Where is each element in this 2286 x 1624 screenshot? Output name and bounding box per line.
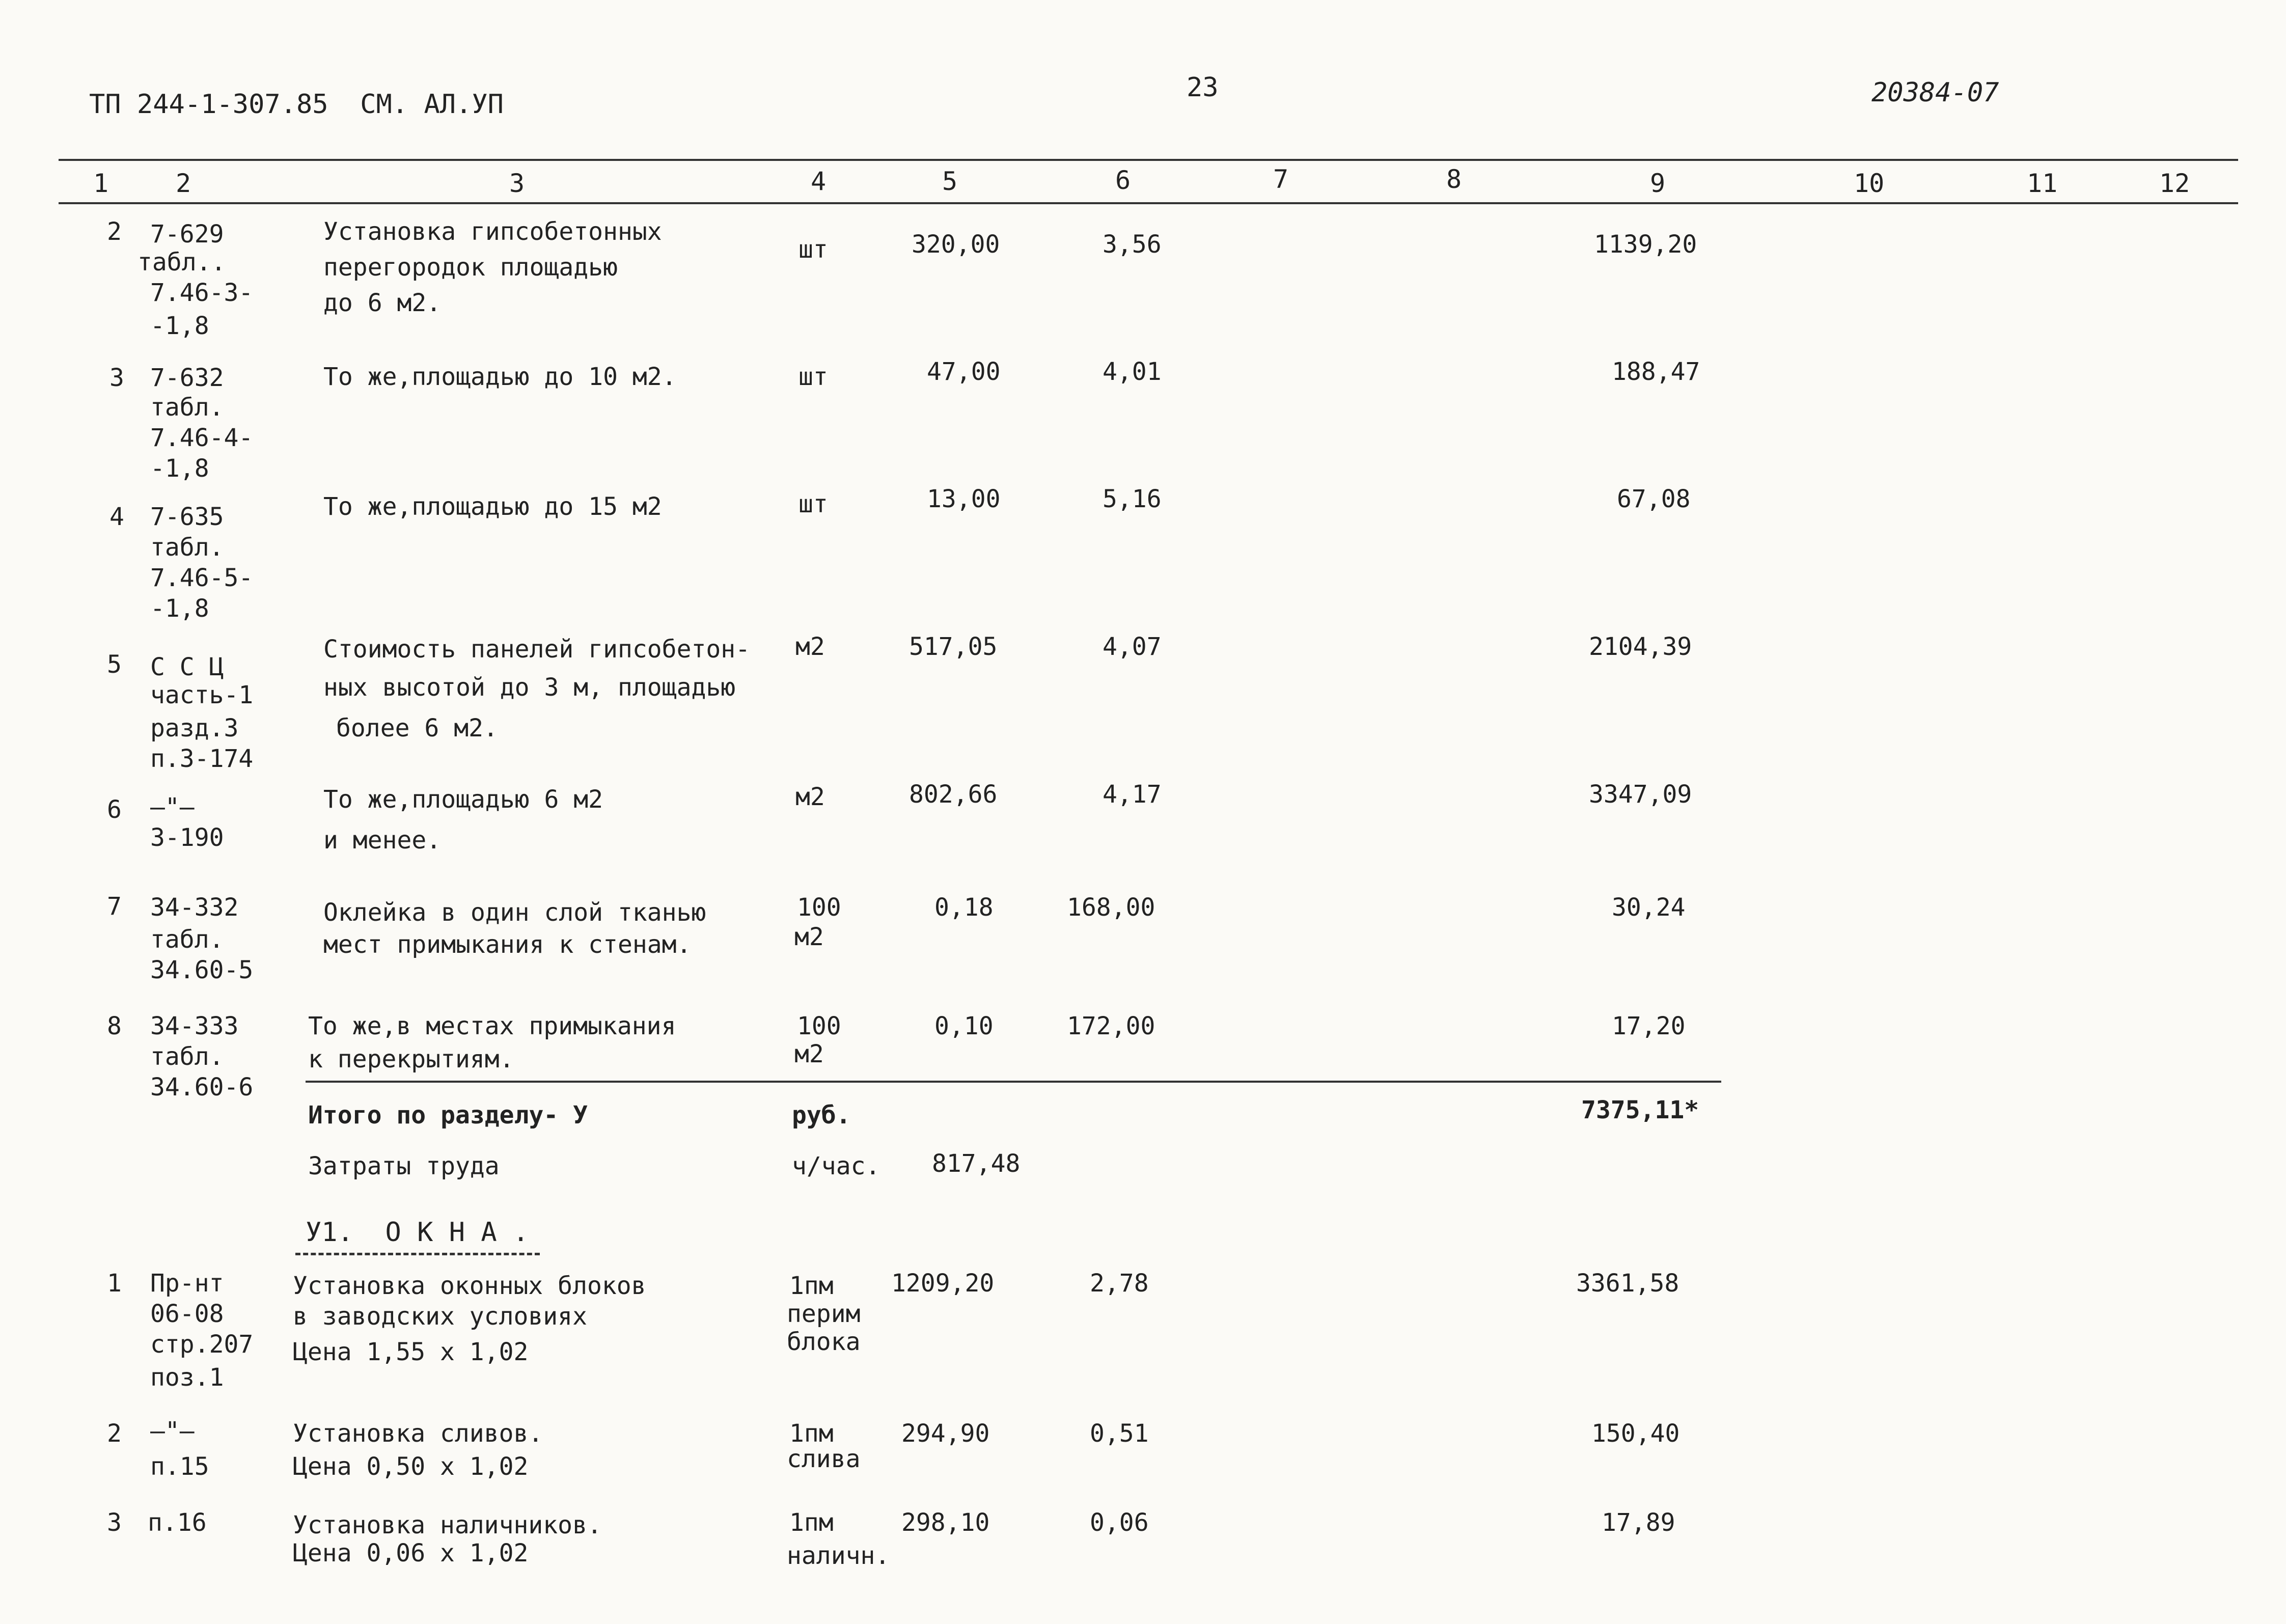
desc-line: Цена 1,55 х 1,02 [293,1338,529,1366]
total: 3361,58 [1576,1269,1679,1298]
unit: 1пм [789,1508,834,1537]
ref-line: п.15 [150,1452,209,1481]
quantity: 13,00 [927,485,1001,513]
ref-line: —"— [150,793,195,821]
desc-line: Установка оконных блоков [293,1272,646,1300]
doc-code: ТП 244-1-307.85 СМ. АЛ.УП [89,89,504,120]
ref-line: часть-1 [150,681,254,709]
page-number: 23 [1187,72,1219,103]
row-number: 3 [109,364,124,392]
labor-value: 817,48 [932,1149,1021,1178]
unit-price: 168,00 [1067,893,1155,922]
desc-line: То же,площадью 6 м2 [323,785,603,814]
desc-line: ных высотой до 3 м, площадью [323,673,736,702]
ref-line: 34-333 [150,1012,239,1040]
unit: блока [787,1328,861,1356]
ref-line: табл. [150,925,224,954]
ref-line: 7-632 [150,364,224,392]
ref-line: 7.46-4- [150,424,254,452]
unit-price: 0,51 [1090,1419,1149,1448]
unit: м2 [795,632,825,661]
total: 188,47 [1612,357,1700,386]
ref-line: поз.1 [150,1363,224,1392]
unit-price: 4,01 [1103,357,1162,386]
ref-line: -1,8 [150,312,209,340]
row-number: 5 [107,650,122,679]
desc-line: Установка сливов. [293,1419,543,1448]
col-4: 4 [811,167,827,196]
labor-unit: ч/час. [792,1152,880,1180]
row-number: 2 [107,217,122,246]
quantity: 320,00 [912,230,1000,259]
desc-line: мест примыкания к стенам. [323,930,692,959]
quantity: 47,00 [927,357,1001,386]
ref-line: Пр-нт [150,1269,224,1298]
unit: м2 [794,923,824,951]
desc-line: до 6 м2. [323,289,442,317]
col-3: 3 [509,169,525,198]
unit: 1пм [789,1272,834,1300]
ref-line: —"— [150,1417,195,1445]
ref-line: п.3-174 [150,745,254,773]
total: 3347,09 [1589,780,1692,809]
quantity: 802,66 [909,780,998,809]
ref-line: 34.60-5 [150,956,254,984]
row-number: 1 [107,1269,122,1298]
row-number: 4 [109,503,124,531]
col-9: 9 [1650,169,1666,198]
unit-price: 3,56 [1103,230,1162,259]
section-total-label: Итого по разделу- У [308,1101,588,1130]
quantity: 294,90 [901,1419,990,1448]
quantity: 517,05 [909,632,998,661]
unit-price: 4,17 [1103,780,1162,809]
ref-line: стр.207 [150,1330,254,1359]
quantity: 0,18 [934,893,994,922]
row-number: 3 [107,1508,122,1537]
desc-line: Установка наличников. [293,1511,602,1539]
archive-stamp: 20384-07 [1871,77,1999,108]
unit-price: 4,07 [1103,632,1162,661]
col-2: 2 [176,169,191,198]
header-top-rule [59,159,2238,161]
col-7: 7 [1273,164,1289,194]
ref-line: табл. [150,1042,224,1071]
col-12: 12 [2159,169,2190,198]
desc-line: Цена 0,50 х 1,02 [293,1452,529,1481]
ref-line: 7-635 [150,503,224,531]
ref-line: 06-08 [150,1300,224,1328]
total: 150,40 [1591,1419,1680,1448]
unit: 100 [797,1012,841,1040]
ref-line: табл. [150,533,224,562]
ref-line: С С Ц [150,653,224,681]
ref-line: 34-332 [150,893,239,922]
desc-line: в заводских условиях [293,1302,587,1331]
unit: наличн. [787,1542,890,1570]
col-5: 5 [942,167,958,196]
row-number: 2 [107,1419,122,1448]
section-total-rule [306,1081,1721,1083]
section-total-value: 7375,11* [1581,1096,1699,1124]
desc-line: Оклейка в один слой тканью [323,898,706,927]
col-10: 10 [1854,169,1885,198]
ref-line: разд.3 [150,714,239,742]
ref-line: 7.46-3- [150,279,254,307]
desc-line: То же,в местах примыкания [308,1012,676,1040]
section-title-underline [295,1253,540,1255]
ref-line: -1,8 [150,594,209,623]
ref-line: 34.60-6 [150,1073,254,1102]
labor-label: Затраты труда [308,1152,500,1180]
total: 2104,39 [1589,632,1692,661]
unit: м2 [795,783,825,811]
total: 67,08 [1617,485,1691,513]
desc-line: перегородок площадью [323,253,618,282]
header-bottom-rule [59,202,2238,204]
ref-line: -1,8 [150,454,209,483]
total: 17,89 [1602,1508,1675,1537]
desc-line: Стоимость панелей гипсобетон- [323,635,751,664]
unit: перим [787,1300,861,1328]
unit: шт [798,490,828,518]
unit-price: 172,00 [1067,1012,1155,1040]
unit-price: 0,06 [1090,1508,1149,1537]
ref-line: 7-629 [150,220,224,249]
col-11: 11 [2027,169,2058,198]
col-8: 8 [1446,164,1462,194]
total: 1139,20 [1594,230,1697,259]
unit: шт [798,363,828,391]
ref-line: 7.46-5- [150,564,254,592]
ref-line: п.16 [148,1508,207,1537]
total: 30,24 [1612,893,1686,922]
unit: слива [787,1445,861,1473]
desc-line: То же,площадью до 15 м2 [323,492,662,521]
quantity: 1209,20 [891,1269,995,1298]
ref-line: табл. [150,393,224,422]
unit: 1пм [789,1419,834,1448]
quantity: 0,10 [934,1012,994,1040]
section-total-unit: руб. [792,1101,851,1130]
col-1: 1 [93,169,109,198]
ref-line: табл.. [137,248,226,277]
unit-price: 2,78 [1090,1269,1149,1298]
ref-line: 3-190 [150,823,224,852]
unit: м2 [794,1040,824,1068]
unit: 100 [797,893,841,922]
row-number: 7 [107,892,122,921]
desc-line: То же,площадью до 10 м2. [323,363,677,391]
col-6: 6 [1115,166,1131,195]
section-title: У1. О К Н А . [306,1217,529,1248]
total: 17,20 [1612,1012,1686,1040]
desc-line: более 6 м2. [336,714,498,742]
quantity: 298,10 [901,1508,990,1537]
row-number: 6 [107,795,122,824]
desc-line: к перекрытиям. [308,1045,514,1074]
unit-price: 5,16 [1103,485,1162,513]
unit: шт [798,235,828,264]
desc-line: и менее. [323,826,442,855]
desc-line: Цена 0,06 х 1,02 [293,1539,529,1567]
row-number: 8 [107,1012,122,1040]
desc-line: Установка гипсобетонных [323,217,662,246]
